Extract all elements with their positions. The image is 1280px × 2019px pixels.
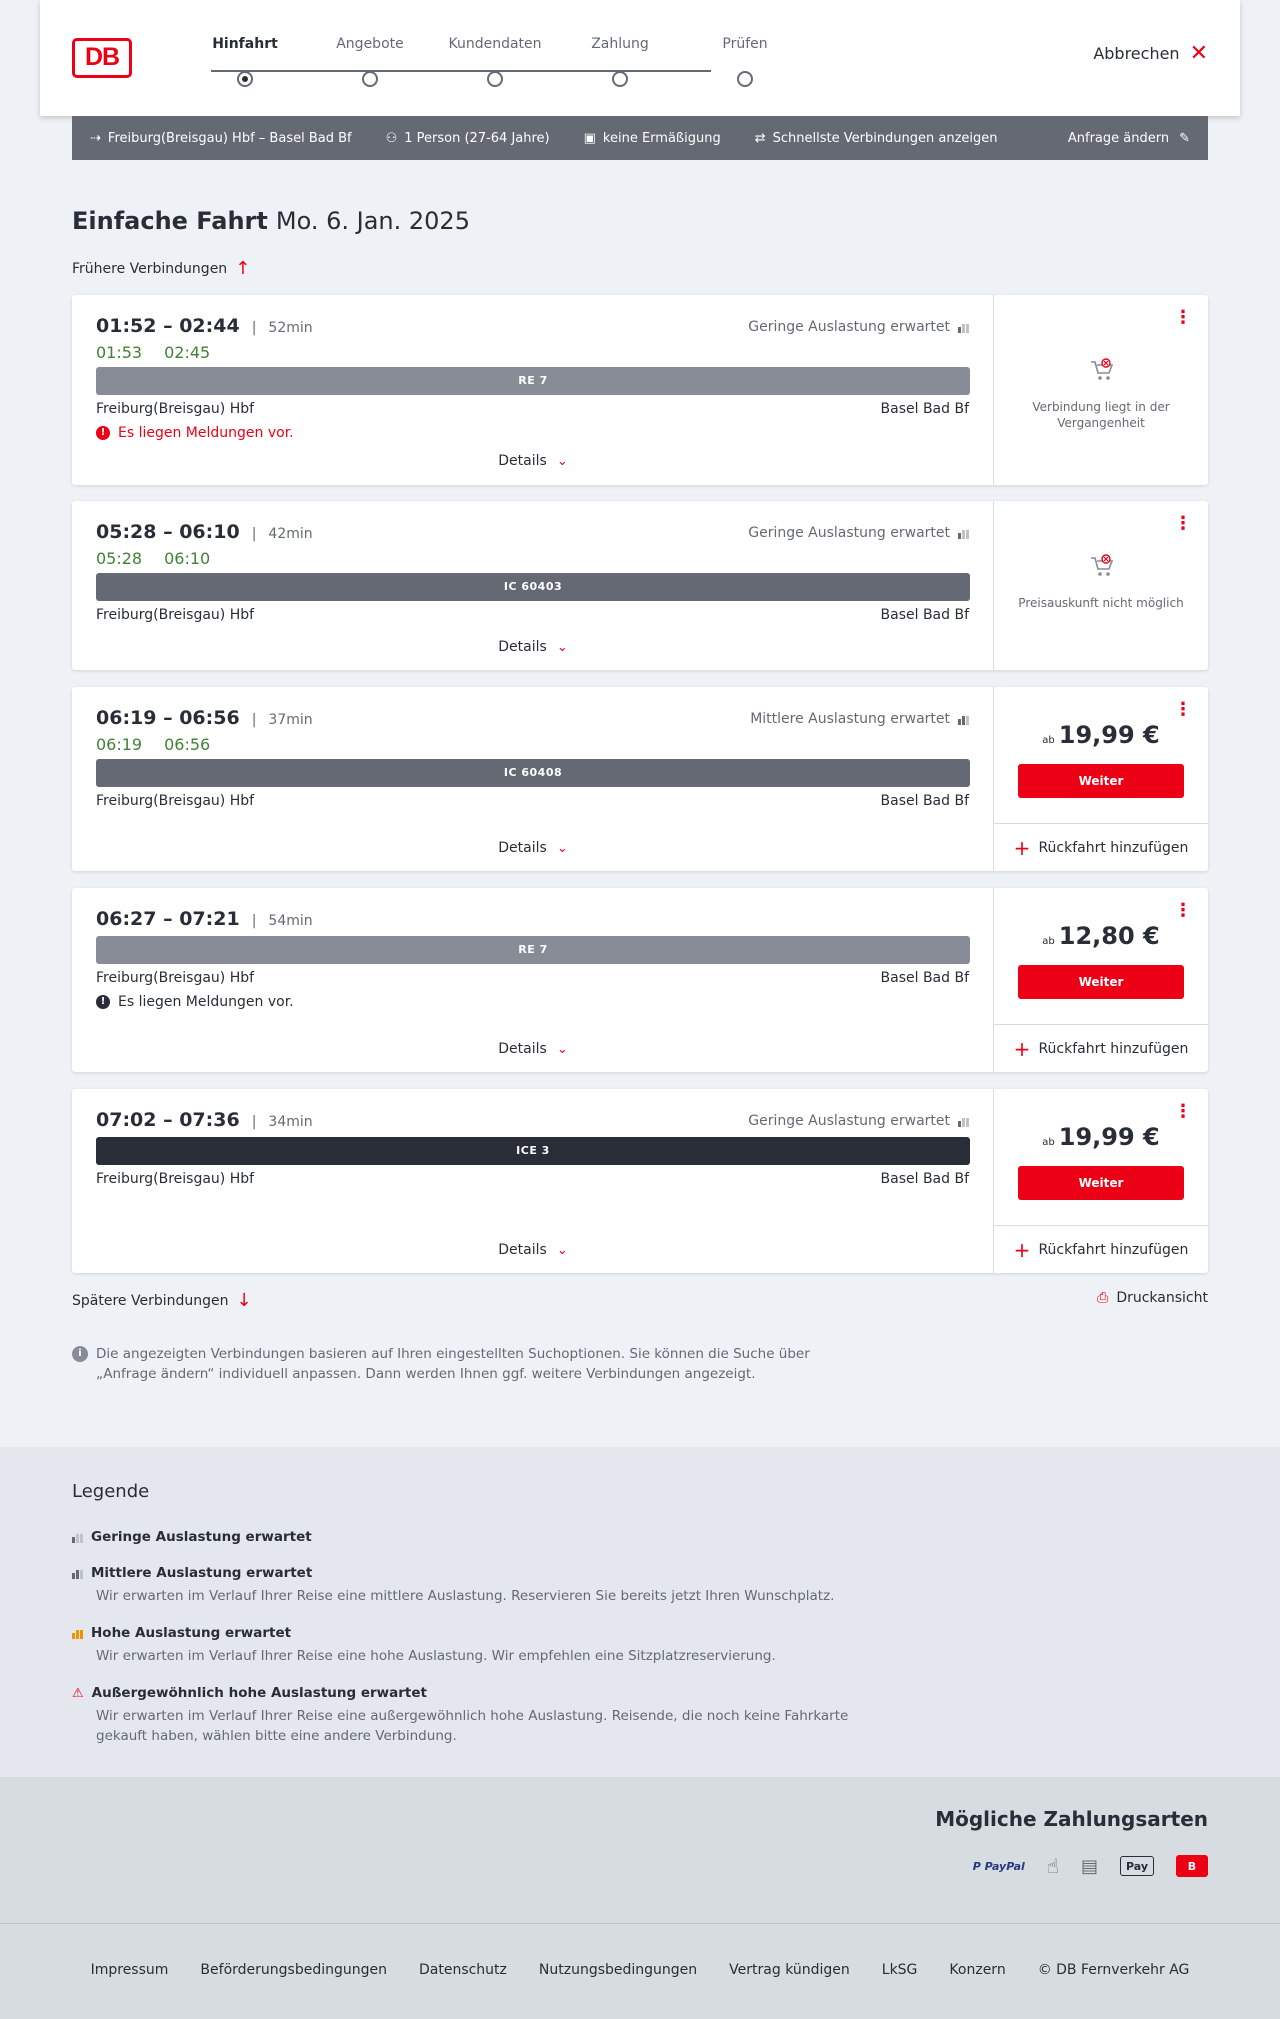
duration: 54min [268,913,313,929]
legend-item-title: Hohe Auslastung erwartet [91,1625,292,1641]
weiter-button[interactable]: Weiter [1018,1166,1184,1200]
occupancy-label: Geringe Auslastung erwartet [748,1113,950,1129]
info-icon: i [72,1346,88,1362]
origin-station: Freiburg(Breisgau) Hbf [96,793,255,809]
connection-details [72,687,994,871]
footer-link-vertrag-kuendigen[interactable]: Vertrag kündigen [729,1962,850,1978]
details-toggle[interactable] [72,1041,994,1057]
weiter-button[interactable]: Weiter [1018,965,1184,999]
step-dot [737,71,753,87]
legend-item-desc: Wir erwarten im Verlauf Ihrer Reise eine hohe Auslastung. Wir empfehlen eine Sitzplatzreservierung. [96,1648,776,1664]
duration: 37min [268,712,313,728]
price-prefix: ab [1042,735,1055,746]
legend-item-desc: Wir erwarten im Verlauf Ihrer Reise eine außergewöhnlich hohe Auslastung. Reisende, die noch keine Fahrkarte gekauft haben, wählen bitte eine andere Verbindung. [96,1708,849,1744]
chevron-down-icon: ⌄ [556,639,568,655]
edit-search-button[interactable] [1068,131,1190,146]
realtime-arrival: 02:45 [164,343,211,362]
origin-station: Freiburg(Breisgau) Hbf [96,401,255,417]
sepa-icon: ▤ [1080,1855,1098,1877]
legend-item-very-high [72,1685,876,1746]
occupancy-label: Geringe Auslastung erwartet [748,319,950,335]
details-label: Details [498,1242,547,1258]
destination-station: Basel Bad Bf [880,607,969,623]
unavailable-text: Verbindung liegt in der Vergangenheit [1032,400,1170,430]
alert-icon: ! [96,995,110,1009]
legend-title: Legende [72,1481,150,1502]
step-angebote [315,36,425,87]
connection-times [96,521,313,543]
destination-station: Basel Bad Bf [880,401,969,417]
page-title-main: Einfache Fahrt [72,207,268,235]
occupancy-high-icon [72,1628,83,1639]
earlier-label: Frühere Verbindungen [72,260,228,277]
connection-details [72,295,994,485]
occupancy-label: Geringe Auslastung erwartet [748,525,950,541]
separator: | [251,526,257,542]
occupancy-low-icon [958,322,969,333]
planned-times: 07:02 – 07:36 [96,1109,240,1131]
occupancy-low-icon [958,1116,969,1127]
details-label: Details [498,840,547,856]
destination-station: Basel Bad Bf [880,970,969,986]
fastest-summary [755,131,998,146]
connection-details [72,1089,994,1273]
apple-pay-icon [1120,1856,1154,1876]
fastest-label: Schnellste Verbindungen anzeigen [772,130,998,146]
step-dot [487,71,503,87]
route-summary [90,131,352,146]
passenger-label: 1 Person (27-64 Jahre) [404,130,550,146]
destination-station: Basel Bad Bf [880,793,969,809]
price-panel [994,1089,1208,1273]
connection-times [96,707,313,729]
separator: | [251,320,257,336]
price [994,1123,1208,1151]
weiter-button[interactable]: Weiter [1018,764,1184,798]
realtime-departure: 05:28 [96,549,143,568]
planned-times: 01:52 – 02:44 [96,315,240,337]
occupancy-indicator [750,711,969,727]
route-arrow-icon: ⇢ [90,130,101,146]
payment-title: Mögliche Zahlungsarten [935,1807,1208,1831]
edit-search-label: Anfrage ändern [1067,130,1170,146]
footer-link-impressum[interactable]: Impressum [90,1962,169,1978]
close-icon: ✕ [1189,40,1208,66]
add-return-button[interactable] [994,1024,1208,1072]
occupancy-label: Mittlere Auslastung erwartet [750,711,950,727]
connection-times [96,315,313,337]
legend-item-medium [72,1565,876,1606]
connection-card [72,888,1208,1072]
filter-icon: ⇄ [754,130,766,146]
planned-times: 06:19 – 06:56 [96,707,240,729]
realtime-arrival: 06:56 [164,735,211,754]
page-title-date: Mo. 6. Jan. 2025 [275,207,470,235]
connection-card [72,687,1208,871]
details-toggle[interactable] [72,1242,994,1258]
occupancy-very-high-icon: ⚠ [72,1685,84,1701]
details-toggle[interactable] [72,840,994,856]
origin-station: Freiburg(Breisgau) Hbf [96,1171,255,1187]
planned-times: 06:27 – 07:21 [96,908,240,930]
step-label: Hinfahrt [212,36,278,52]
step-dot [237,71,253,87]
info-notice [72,1344,852,1384]
price-value: 19,99 € [1058,721,1160,749]
train-bar[interactable]: RE 7 [96,367,970,395]
occupancy-medium-icon [958,714,969,725]
progress-stepper [190,0,790,116]
plus-icon: + [1013,1237,1031,1262]
page-title [72,207,470,235]
top-header [40,0,1240,116]
chevron-down-icon: ⌄ [556,840,568,856]
route-label: Freiburg(Breisgau) Hbf – Basel Bad Bf [107,130,352,146]
footer-link-datenschutz[interactable]: Datenschutz [418,1962,507,1978]
db-payment-icon: B [1176,1855,1208,1877]
train-bar[interactable]: IC 60403 [96,573,970,601]
footer-link-konzern[interactable]: Konzern [949,1962,1006,1978]
more-options-icon[interactable]: ⋮ [1174,900,1192,921]
occupancy-low-icon [958,528,969,539]
step-label: Zahlung [591,36,649,52]
legend-item-title: Mittlere Auslastung erwartet [91,1565,313,1581]
origin-station: Freiburg(Breisgau) Hbf [96,607,255,623]
connection-times [96,908,313,930]
later-label: Spätere Verbindungen [72,1292,229,1309]
realtime-times [96,343,210,362]
legend-item-title: Außergewöhnlich hohe Auslastung erwartet [91,1685,427,1701]
later-connections-link[interactable] [72,1290,252,1311]
duration: 34min [268,1114,313,1130]
separator: | [251,712,257,728]
step-dot [612,71,628,87]
details-toggle[interactable] [72,453,994,469]
add-return-button[interactable] [994,1225,1208,1273]
message-text: Es liegen Meldungen vor. [118,425,294,441]
details-label: Details [498,1041,547,1057]
more-options-icon[interactable]: ⋮ [1174,513,1192,534]
price [994,922,1208,950]
price-prefix: ab [1042,1137,1055,1148]
realtime-departure: 01:53 [96,343,143,362]
price-panel [994,295,1208,485]
price-value: 19,99 € [1058,1123,1160,1151]
footer-link-nutzungsbedingungen[interactable]: Nutzungsbedingungen [538,1962,698,1978]
payment-methods-section [0,1777,1280,1923]
plus-icon: + [1013,835,1031,860]
unavailable-text: Preisauskunft nicht möglich [1018,596,1184,610]
occupancy-indicator [748,525,969,541]
step-label: Angebote [336,36,404,52]
info-text: Die angezeigten Verbindungen basieren auf Ihren eingestellten Suchoptionen. Sie können die Suche über „Anfrage ändern“ individuell anpassen. Dann werden Ihnen ggf. weitere Verbindungen angezeigt. [96,1346,810,1382]
plus-icon: + [1013,1036,1031,1061]
realtime-arrival: 06:10 [164,549,211,568]
cart-unavailable-icon [1089,553,1115,579]
step-hinfahrt [190,36,300,87]
price [994,721,1208,749]
passenger-summary [386,131,550,146]
train-bar[interactable]: ICE 3 [96,1137,970,1165]
chevron-down-icon: ⌄ [556,1242,568,1258]
chevron-down-icon: ⌄ [556,1041,568,1057]
legend-section [0,1447,1280,1777]
add-return-label: Rückfahrt hinzufügen [1038,1241,1189,1258]
realtime-times [96,735,210,754]
price-panel [994,888,1208,1072]
occupancy-indicator [748,1113,969,1129]
legend-item-high [72,1625,876,1666]
apple-pay-label: Pay [1125,1859,1148,1873]
footer [0,1923,1280,2019]
add-return-label: Rückfahrt hinzufügen [1038,1040,1189,1057]
connection-card [72,1089,1208,1273]
legend-item-title: Geringe Auslastung erwartet [91,1529,312,1545]
connection-card [72,295,1208,485]
train-bar[interactable]: IC 60408 [96,759,970,787]
message-text: Es liegen Meldungen vor. [118,994,294,1010]
pencil-icon: ✎ [1179,130,1190,146]
separator: | [251,1114,257,1130]
connection-details [72,501,994,670]
details-toggle[interactable] [72,639,994,655]
person-icon: ⚇ [385,130,398,146]
step-kundendaten [440,36,550,87]
cancel-label: Abbrechen [1093,44,1180,63]
legend-item-low [72,1529,312,1545]
price-value: 12,80 € [1058,922,1160,950]
paypal-label: PayPal [984,1859,1025,1873]
occupancy-low-icon [72,1532,83,1543]
step-zahlung [565,36,675,87]
separator: | [251,913,257,929]
connection-times [96,1109,313,1131]
paypal-icon: P PayPal [972,1859,1025,1873]
cart-unavailable-icon [1089,357,1115,383]
arrow-up-icon: ↑ [235,258,251,279]
connection-details [72,888,994,1072]
footer-copyright: © DB Fernverkehr AG [1037,1962,1190,1978]
occupancy-medium-icon [72,1568,83,1579]
chevron-down-icon: ⌄ [556,453,568,469]
print-view-link[interactable] [1097,1290,1208,1306]
card-icon: ▣ [583,130,596,146]
more-options-icon[interactable]: ⋮ [1174,307,1192,328]
add-return-label: Rückfahrt hinzufügen [1038,839,1189,856]
destination-station: Basel Bad Bf [880,1171,969,1187]
credit-card-hand-icon: ☝ [1046,1854,1059,1878]
price-panel [994,501,1208,670]
realtime-times [96,549,210,568]
message-notice[interactable] [96,425,294,441]
duration: 52min [268,320,313,336]
realtime-departure: 06:19 [96,735,143,754]
more-options-icon[interactable]: ⋮ [1174,699,1192,720]
arrow-down-icon: ↓ [236,1290,252,1311]
discount-summary [584,131,721,146]
price-panel [994,687,1208,871]
payment-icons [973,1855,1208,1877]
step-pruefen [690,36,800,87]
planned-times: 05:28 – 06:10 [96,521,240,543]
cancel-button[interactable] [1093,40,1208,66]
details-label: Details [498,453,547,469]
printer-icon: ⎙ [1097,1290,1109,1306]
train-bar[interactable]: RE 7 [96,936,970,964]
add-return-button[interactable] [994,823,1208,871]
search-summary-bar [72,116,1208,160]
step-label: Prüfen [722,36,768,52]
footer-link-lksg[interactable]: LkSG [881,1962,918,1978]
connection-card [72,501,1208,670]
alert-icon: ! [96,426,110,440]
more-options-icon[interactable]: ⋮ [1174,1101,1192,1122]
duration: 42min [268,526,313,542]
earlier-connections-link[interactable] [72,258,250,279]
step-dot [362,71,378,87]
origin-station: Freiburg(Breisgau) Hbf [96,970,255,986]
discount-label: keine Ermäßigung [602,130,721,146]
footer-link-befoerderungsbedingungen[interactable]: Beförderungsbedingungen [200,1962,387,1978]
details-label: Details [498,639,547,655]
price-prefix: ab [1042,936,1055,947]
db-logo[interactable]: DB [72,38,132,78]
step-label: Kundendaten [448,36,542,52]
legend-item-desc: Wir erwarten im Verlauf Ihrer Reise eine mittlere Auslastung. Reservieren Sie bereits jetzt Ihren Wunschplatz. [96,1588,835,1604]
footer-links [0,1962,1280,1978]
message-notice[interactable] [96,994,294,1010]
occupancy-indicator [748,319,969,335]
print-label: Druckansicht [1116,1290,1208,1306]
